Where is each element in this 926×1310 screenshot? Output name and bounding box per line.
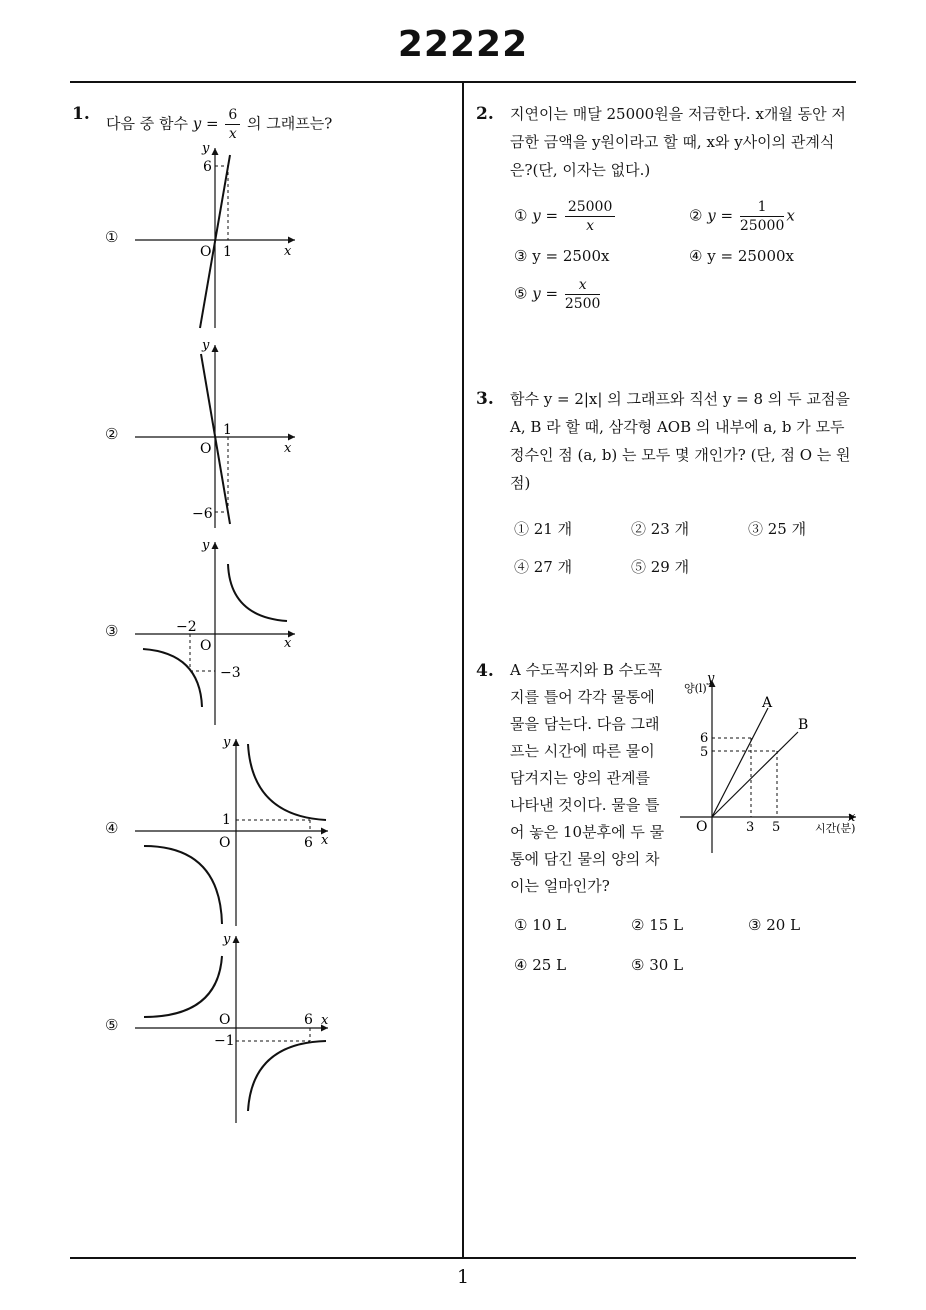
- q1-graph-1: [130, 143, 310, 333]
- bottom-rule: [70, 1257, 856, 1259]
- q4-line: A 수도꼭지와 B 수도꼭: [510, 661, 663, 679]
- page-title: 22222: [397, 24, 529, 65]
- q4-line: 지를 틀어 각각 물통에: [510, 688, 655, 706]
- q1-frac-num: 6: [225, 106, 240, 125]
- q4-line: 프는 시간에 따른 물이: [510, 742, 655, 760]
- y-label: y: [707, 671, 715, 686]
- q3-line: A, B 라 할 때, 삼각형 AOB 의 내부에 a, b 가 모두: [510, 418, 845, 436]
- q2-o4-text: y = 25000x: [707, 247, 794, 265]
- curve-q3: [143, 649, 202, 707]
- tick-a: 1: [223, 422, 232, 438]
- q2-o5-den: 2500: [564, 296, 601, 312]
- y-label: y: [202, 338, 210, 353]
- q3-option-5[interactable]: ⑤ 29 개: [631, 558, 690, 576]
- x-label: x: [848, 810, 856, 825]
- q2-o2-mark: ②: [689, 206, 703, 225]
- q2-line: 지연이는 매달 25000원을 저금한다. x개월 동안 저: [510, 105, 846, 123]
- q1-text-after: 의 그래프는?: [242, 114, 333, 133]
- question-2-number: 2.: [476, 104, 494, 124]
- origin-label: O: [696, 819, 708, 835]
- q3-option-4[interactable]: ④ 27 개: [514, 558, 573, 576]
- line-b-label: B: [798, 717, 809, 733]
- ytick-6: 6: [700, 731, 709, 746]
- q2-o2-num: 1: [740, 198, 785, 217]
- curve-q3: [144, 846, 222, 924]
- q2-option-5[interactable]: [514, 276, 602, 313]
- question-4-prompt: [510, 657, 672, 900]
- question-2-prompt: [510, 100, 860, 184]
- q3-option-3[interactable]: ③ 25 개: [748, 520, 807, 538]
- q2-o1-num: 25000: [565, 198, 616, 217]
- q2-o2-tail: x: [786, 206, 795, 225]
- q4-line: 통에 담긴 물의 양의 차: [510, 850, 660, 868]
- curve-q1: [248, 744, 326, 820]
- q1-option-5-mark[interactable]: ⑤: [105, 1016, 119, 1034]
- xtick-5: 5: [772, 820, 781, 835]
- q2-option-4[interactable]: [689, 247, 794, 265]
- tick-b: −6: [192, 506, 213, 522]
- q4-line: 나타낸 것이다. 물을 틀: [510, 796, 660, 814]
- curve-q2: [144, 956, 222, 1017]
- q1-option-2-mark[interactable]: ②: [105, 425, 119, 443]
- q1-graph-5: [130, 931, 340, 1126]
- question-1-number: 1.: [72, 104, 90, 124]
- q4-option-4[interactable]: ④ 25 L: [514, 956, 567, 974]
- q2-o1-mark: ①: [514, 206, 528, 225]
- q2-o5-frac: [565, 276, 601, 313]
- question-4-number: 4.: [476, 661, 494, 681]
- q4-option-2[interactable]: ② 15 L: [631, 916, 684, 934]
- q2-o4-mark: ④: [689, 247, 703, 265]
- q1-fraction: [225, 106, 240, 143]
- q3-option-1[interactable]: ① 21 개: [514, 520, 573, 538]
- q2-o2-lhs: y =: [707, 206, 738, 225]
- q2-o5-num: x: [565, 276, 601, 295]
- q1-option-3-mark[interactable]: ③: [105, 622, 119, 640]
- q4-line: 이는 얼마인가?: [510, 877, 610, 895]
- tick-a: 6: [203, 159, 212, 175]
- origin-label: O: [200, 638, 212, 654]
- origin-label: O: [219, 835, 231, 851]
- q1-graph-2: [130, 340, 310, 530]
- tick-b: 6: [304, 835, 313, 851]
- x-label: x: [321, 833, 329, 848]
- page-number: 1: [456, 1266, 470, 1288]
- q2-o1-lhs: y =: [532, 206, 563, 225]
- q2-option-2[interactable]: [689, 198, 795, 235]
- y-label: y: [202, 538, 210, 553]
- x-label: x: [321, 1013, 329, 1028]
- question-3-number: 3.: [476, 389, 494, 409]
- tick-a: 6: [304, 1012, 313, 1028]
- curve-q4: [248, 1041, 326, 1111]
- line-a-label: A: [762, 695, 773, 711]
- question-3-prompt: [510, 385, 862, 497]
- q3-option-2[interactable]: ② 23 개: [631, 520, 690, 538]
- y-label: y: [223, 932, 231, 947]
- x-axis-title: 시간(분): [815, 822, 856, 835]
- xtick-3: 3: [746, 820, 755, 835]
- q2-o1-den: x: [586, 218, 595, 234]
- question-1-prompt: [106, 106, 332, 143]
- q2-o2-frac: [740, 198, 785, 235]
- q2-o2-den: 25000: [739, 218, 785, 234]
- x-label: x: [284, 636, 292, 651]
- q1-graph-3: [130, 537, 310, 727]
- y-label: y: [223, 735, 231, 750]
- q4-option-3[interactable]: ③ 20 L: [748, 916, 801, 934]
- tick-a: −2: [176, 619, 197, 635]
- column-divider: [462, 83, 464, 1259]
- q2-line: 금한 금액을 y원이라고 할 때, x와 y사이의 관계식: [510, 133, 835, 151]
- q4-graph: [680, 668, 860, 858]
- q2-o3-mark: ③: [514, 247, 528, 265]
- origin-label: O: [200, 244, 212, 260]
- curve-q1: [228, 564, 287, 621]
- origin-label: O: [219, 1012, 231, 1028]
- q4-option-5[interactable]: ⑤ 30 L: [631, 956, 684, 974]
- q4-line: 담겨지는 양의 관계를: [510, 769, 650, 787]
- q2-o5-mark: ⑤: [514, 284, 528, 303]
- ytick-5: 5: [700, 745, 709, 760]
- y-axis-title: 양(l): [684, 682, 707, 695]
- q4-option-1[interactable]: ① 10 L: [514, 916, 567, 934]
- q2-o1-frac: [565, 198, 616, 235]
- y-label: y: [202, 141, 210, 156]
- line-b: [712, 732, 798, 817]
- tick-b: −3: [220, 665, 241, 681]
- line-a: [712, 708, 768, 817]
- tick-b: −1: [214, 1033, 235, 1049]
- q1-frac-den: x: [228, 126, 237, 142]
- q3-line: 점): [510, 474, 531, 492]
- x-label: x: [284, 441, 292, 456]
- q2-line: 은?(단, 이자는 없다.): [510, 161, 651, 179]
- q3-line: 정수인 점 (a, b) 는 모두 몇 개인가? (단, 점 O 는 원: [510, 446, 851, 464]
- q3-line: 함수 y = 2|x| 의 그래프와 직선 y = 8 의 두 교점을: [510, 390, 850, 408]
- tick-b: 1: [223, 244, 232, 260]
- q1-graph-4: [130, 734, 340, 929]
- q1-text-before: 다음 중 함수: [106, 114, 193, 133]
- tick-a: 1: [222, 812, 231, 828]
- x-label: x: [284, 244, 292, 259]
- q4-line: 물을 담는다. 다음 그래: [510, 715, 660, 733]
- q2-o3-text: y = 2500x: [532, 247, 610, 265]
- q1-option-1-mark[interactable]: ①: [105, 228, 119, 246]
- q1-eq-lhs: y =: [192, 114, 224, 133]
- q2-option-3[interactable]: [514, 247, 609, 265]
- q2-o5-lhs: y =: [532, 284, 563, 303]
- q1-option-4-mark[interactable]: ④: [105, 819, 119, 837]
- q4-line: 어 놓은 10분후에 두 물: [510, 823, 665, 841]
- q2-option-1[interactable]: [514, 198, 617, 235]
- origin-label: O: [200, 441, 212, 457]
